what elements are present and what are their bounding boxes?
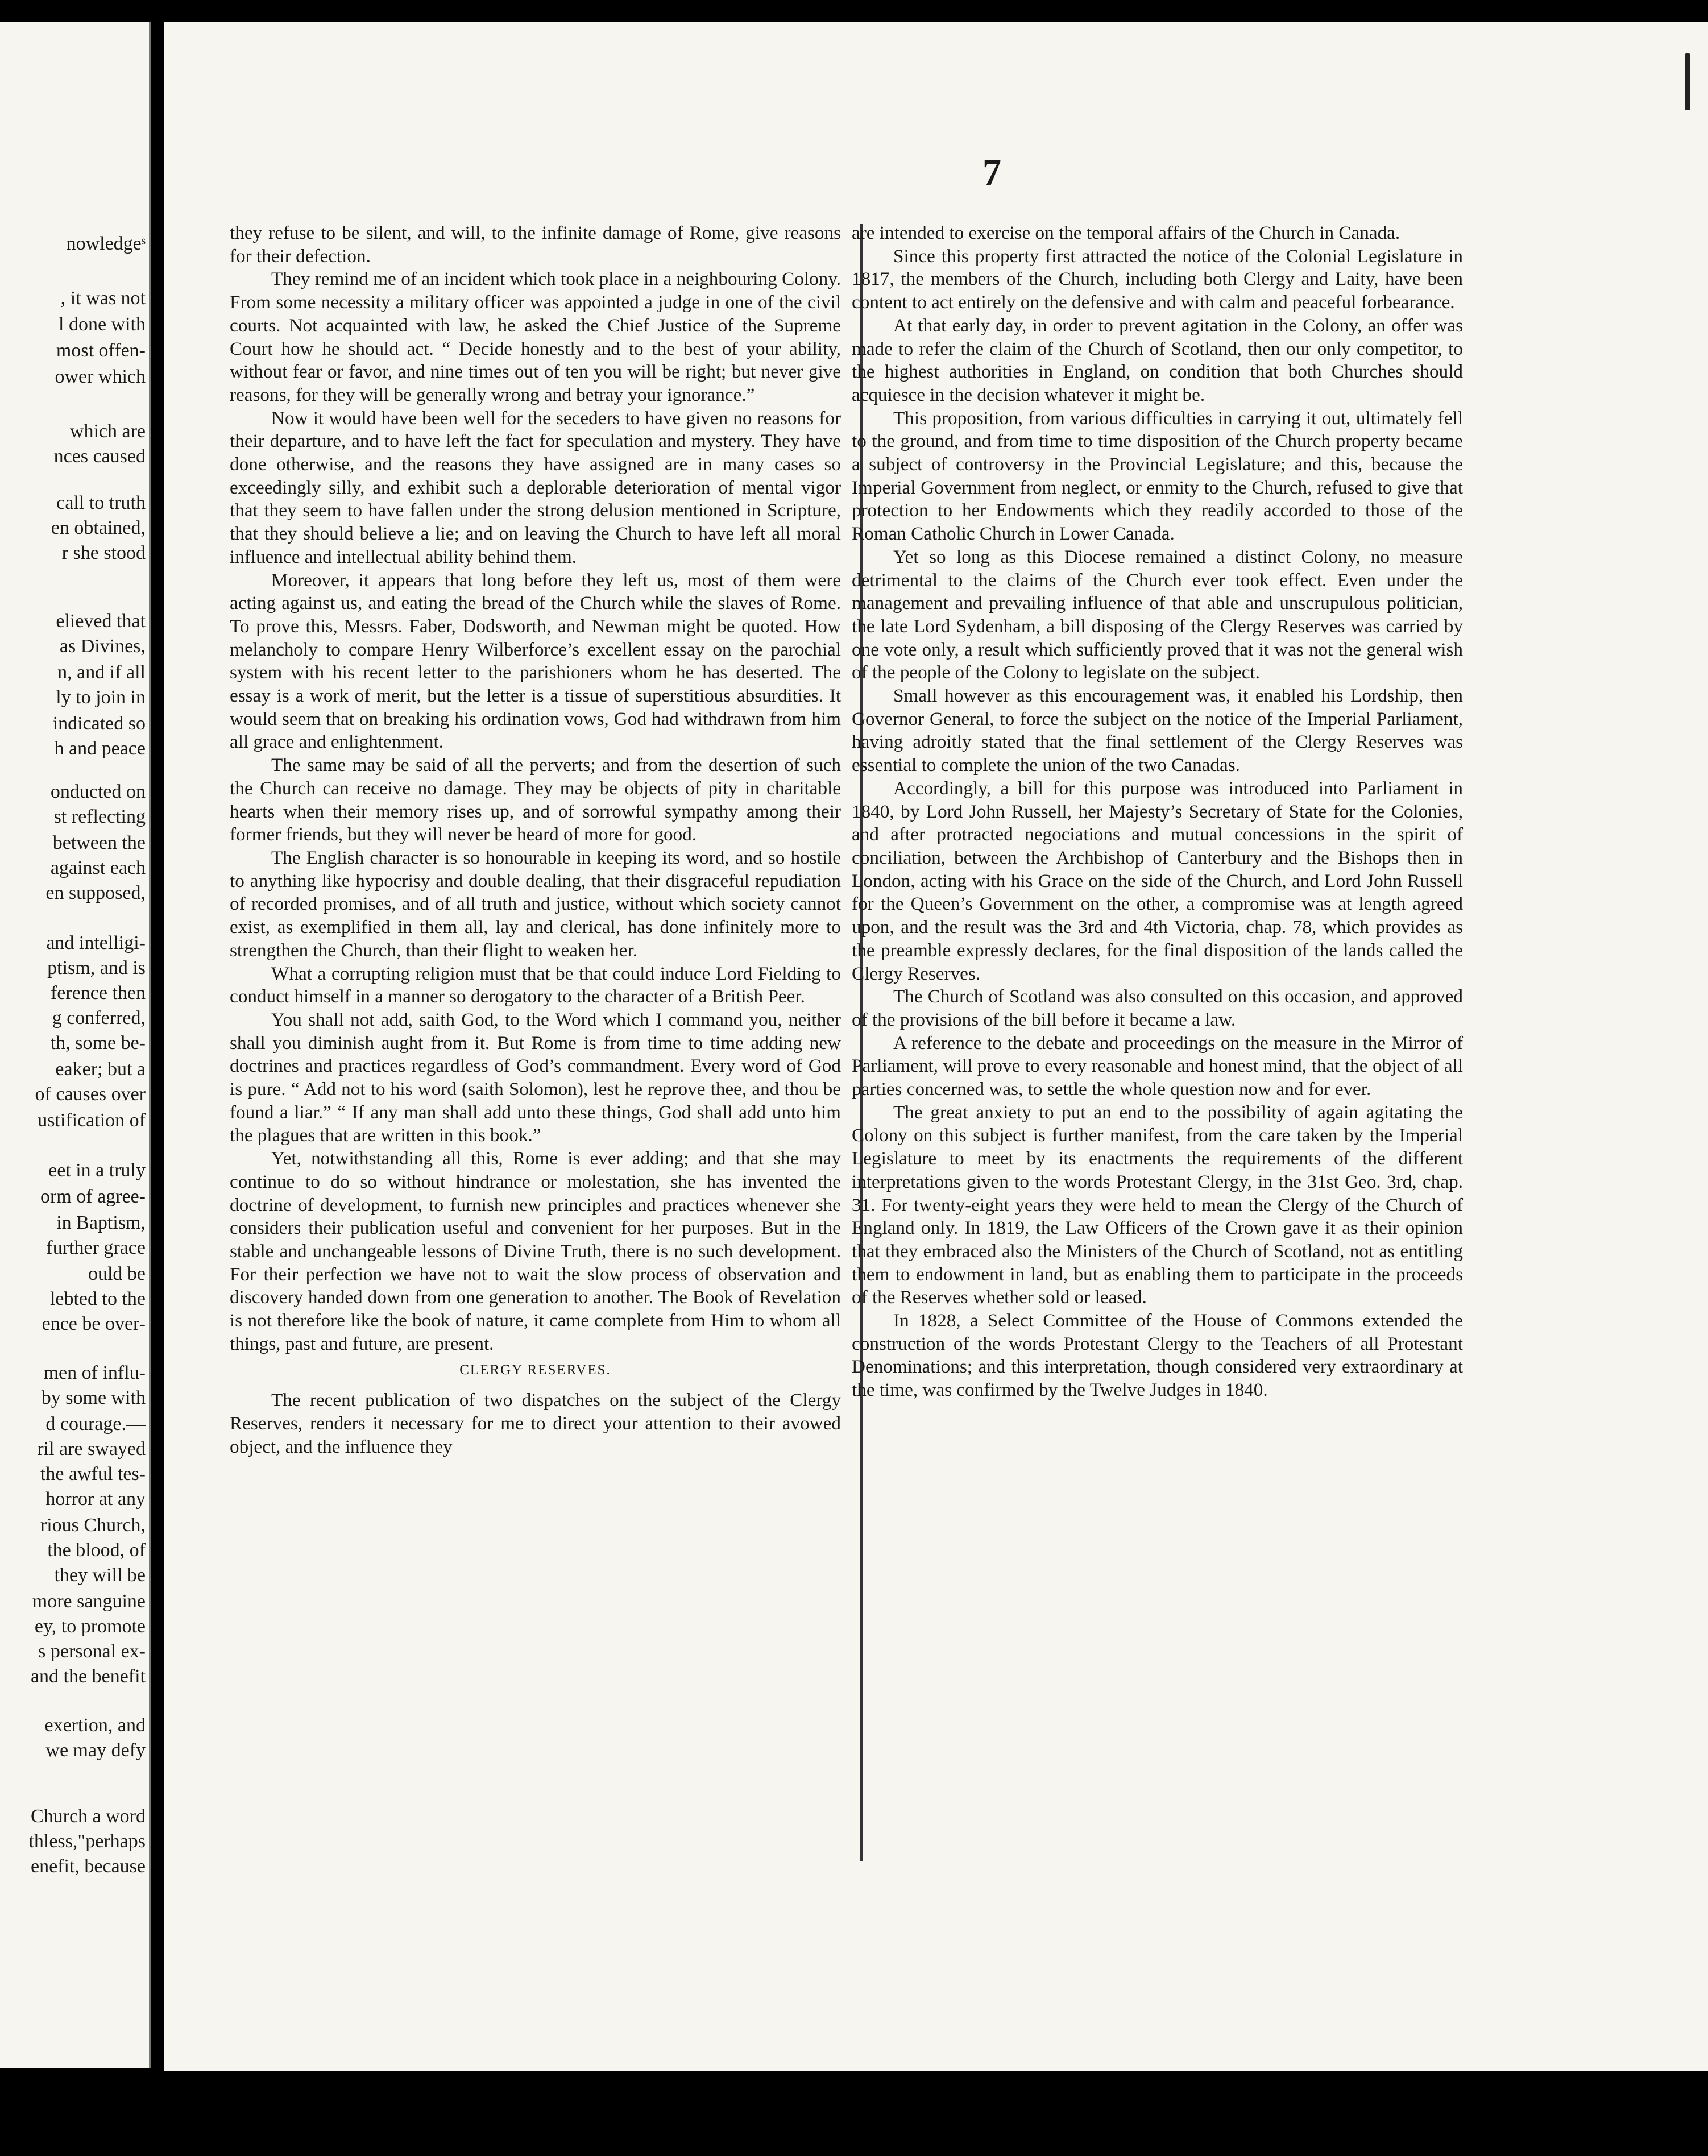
fragment-line: d courage.— [45, 1413, 146, 1434]
fragment-line: orm of agree- [40, 1186, 146, 1207]
paragraph: Yet so long as this Diocese remained a distinct Colony, no measure detrimental to the claims of the Church ever took effect. Even under the management and prevailing influence of that able and unscrupulous politician, the late Lord Sydenham, a bill disposing of the Clergy Reserves was carried by one vote only, a result which sufficiently proved that it was not the general wish of the people of the Colony to legislate on the subject. [852, 546, 1463, 683]
paragraph: they refuse to be silent, and will, to the infinite damage of Rome, give reasons for their defection. [230, 222, 841, 267]
fragment-line: most offen- [56, 340, 146, 361]
paragraph: The same may be said of all the perverts; and from the desertion of such the Church can receive no damage. They may be objects of pity in charitable hearts when their memory rises up, and of sorrowful sympathy among their former friends, but they will never be heard of more for good. [230, 754, 841, 845]
margin-mark [1685, 53, 1690, 110]
fragment-line: the blood, of [47, 1540, 146, 1561]
fragment-line: en supposed, [45, 882, 146, 903]
fragment-line: we may defy [45, 1740, 146, 1761]
paragraph: Since this property first attracted the notice of the Colonial Legislature in 1817, the members of the Church, including both Clergy and Laity, have been content to act entirely on the defensive and with calm and peaceful forbearance. [852, 245, 1463, 313]
fragment-line: ustification of [38, 1110, 146, 1131]
fragment-line: s personal ex- [38, 1641, 146, 1662]
fragment-line: h and peace [54, 738, 146, 759]
fragment-line: nces caused [53, 446, 146, 467]
page-number: 7 [982, 152, 1001, 193]
fragment-line: ence be over- [42, 1313, 146, 1334]
paragraph: Accordingly, a bill for this purpose was introduced into Parliament in 1840, by Lord John Russell, her Majesty’s Secretary of State for the Colonies, and after protracted negociations and mutual concessions in the spirit of conciliation, between the Archbishop of Canterbury and the Bishops then in London, acting with his Grace on the side of the Church, and Lord John Russell for the Queen’s Government on the other, a compromise was at length agreed upon, and the result was the 3rd and 4th Victoria, chap. 78, which provides as the preamble expressly declares, for the final disposition of the lands called the Clergy Reserves. [852, 777, 1463, 984]
paragraph: The Church of Scotland was also consulted on this occasion, and approved of the provisions of the bill before it became a law. [852, 986, 1463, 1030]
paragraph: At that early day, in order to prevent agitation in the Colony, an offer was made to refer the claim of the Church of Scotland, then our only competitor, to the highest authorities in England, on condition that both Churches should acquiesce in the decision whatever it might be. [852, 314, 1463, 405]
paragraph: are intended to exercise on the temporal affairs of the Church in Canada. [852, 222, 1400, 243]
fragment-line: men of influ- [43, 1362, 146, 1383]
fragment-line: more sanguine [32, 1591, 146, 1612]
paragraph: Now it would have been well for the seceders to have given no reasons for their departure, and to have left the fact for speculation and mystery. They have done otherwise, and the reasons they have assigned are in many cases so exceedingly silly, and exhibit such a deplorable deterioration of mental vigor that they seem to have fallen under the strong delusion mentioned in Scripture, that they should believe a lie; and on leaving the Church to have left all moral influence and intellectual ability behind them. [230, 407, 841, 567]
fragment-line: ly to join in [56, 687, 146, 708]
fragment-line: ference then [50, 982, 146, 1004]
fragment-line: and the benefit [30, 1666, 146, 1687]
fragment-line: and intelligi- [46, 932, 146, 953]
fragment-line: exertion, and [44, 1715, 146, 1736]
fragment-line: between the [52, 832, 146, 853]
fragment-line: as Divines, [59, 636, 146, 657]
fragment-line: indicated so [52, 713, 146, 734]
paragraph: This proposition, from various difficulties in carrying it out, ultimately fell to the ground, and from time to time disposition of the Church property became a subject of controversy in the Provincial Legislature; and this, because the Imperial Government from neglect, or enmity to the Church, refused to give that protection to her Endowments which they readily accorded to those of the Roman Catholic Church in Lower Canada. [852, 407, 1463, 545]
fragment-line: against each [50, 857, 146, 878]
fragment-line: lebted to the [49, 1288, 146, 1309]
fragment-line: n, and if all [57, 662, 146, 683]
paragraph: The recent publication of two dispatches on the subject of the Clergy Reserves, renders it necessary for me to direct your attention to their avowed object, and the influence they [230, 1390, 841, 1457]
paragraph: In 1828, a Select Committee of the House of Commons extended the construction of the words Protestant Clergy to the Teachers of all Protestant Denominations; and this interpretation, though considered very extraordinary at the time, was confirmed by the Twelve Judges in 1840. [852, 1310, 1463, 1401]
fragment-line: which are [69, 421, 146, 442]
paragraph: You shall not add, saith God, to the Word which I command you, neither shall you diminish aught from it. But Rome is from time to time adding new doctrines and practices regardless of God’s commandment. Every word of God is pure. “ Add not to his word (saith Solomon), lest he reprove thee, and thou be found a liar.” “ If any man shall add unto these things, God shall add unto him the plagues that are written in this book.” [230, 1009, 841, 1146]
paragraph: The great anxiety to put an end to the possibility of again agitating the Colony on this subject is further manifest, from the care taken by the Imperial Legislature to meet by its enactments the requirements of the different interpretations given to the words Protestant Clergy, in the 31st Geo. 3rd, chap. 31. For twenty-eight years they were held to mean the Clergy of the Church of England only. In 1819, the Law Officers of the Crown gave it as their opinion that they embraced also the Ministers of the Church of Scotland, not as entitling them to endowment in land, but as enabling them to participate in the proceeds of the Reserves whether sold or leased. [852, 1101, 1463, 1308]
fragment-line: onducted on [50, 781, 146, 802]
paragraph: They remind me of an incident which took place in a neighbouring Colony. From some necessity a military officer was appointed a judge in one of the civil courts. Not acquainted with law, he asked the Chief Justice of the Supreme Court how he should act. “ Decide honestly and to the best of your ability, without fear or favor, and nine times out of ten you will be right; but never give reasons, for they will be generally wrong and betray your ignorance.” [230, 268, 841, 405]
fragment-line: eet in a truly [48, 1160, 146, 1181]
fragment-line: by some with [41, 1387, 146, 1408]
fragment-line: g conferred, [52, 1007, 146, 1029]
fragment-line: ptism, and is [47, 957, 146, 979]
fragment-line: they will be [54, 1565, 146, 1586]
fragment-line: eaker; but a [55, 1059, 146, 1080]
fragment-line: , it was not [60, 288, 146, 309]
fragment-line: ey, to promote [34, 1616, 146, 1637]
fragment-line: elieved that [56, 611, 146, 632]
paragraph: Yet, notwithstanding all this, Rome is ever adding; and that she may continue to do so without hindrance or molestation, she has invented the doctrine of development, to furnish new principles and practices whenever she considers their publication useful and convenient for her purposes. But in the stable and unchangeable lessons of Divine Truth, there is no such development. For their perfection we have not to wait the slow process of observation and discovery handed down from one generation to another. The Book of Revelation is not therefore like the book of nature, it came complete from Him to whom all things, past and future, are present. [230, 1148, 841, 1354]
fragment-line: ower which [55, 366, 146, 387]
fragment-line: enefit, because [31, 1856, 146, 1877]
fragment-line: horror at any [45, 1489, 146, 1510]
fragment-line: ril are swayed [37, 1438, 146, 1460]
fragment-line: st reflecting [53, 806, 146, 827]
fragment-line: call to truth [56, 492, 146, 513]
section-heading: CLERGY RESERVES. [459, 1362, 611, 1378]
left-column [230, 222, 841, 1458]
fragment-line: rious Church, [40, 1515, 146, 1536]
fragment-line: the awful tes- [40, 1463, 146, 1485]
paragraph: The English character is so honourable in keeping its word, and so hostile to anything like hypocrisy and double dealing, that their disgraceful repudiation of recorded promises, and of all truth and justice, without which society cannot exist, as exemplified in them all, lay and clerical, has done infinitely more to strengthen the Church, than their flight to weaken her. [230, 847, 841, 961]
fragment-line: en obtained, [51, 517, 146, 538]
right-column [852, 222, 1463, 1402]
paragraph: A reference to the debate and proceedings on the measure in the Mirror of Parliament, will prove to every reasonable and honest mind, that the object of all parties concerned was, to settle the whole question now and for ever. [852, 1032, 1463, 1100]
fragment-line: r she stood [61, 542, 146, 563]
fragment-line: ould be [88, 1263, 146, 1284]
facing-page-fragment [0, 22, 151, 2068]
fragment-line: th, some be- [50, 1033, 146, 1054]
fragment-line: thless,"perhaps [28, 1831, 146, 1852]
document-page [164, 22, 1708, 2071]
fragment-line: l done with [59, 314, 146, 335]
fragment-line: of causes over [35, 1084, 146, 1105]
fragment-line: in Baptism, [56, 1212, 146, 1233]
paragraph: What a corrupting religion must that be that could induce Lord Fielding to conduct himself in a manner so derogatory to the character of a British Peer. [230, 963, 841, 1007]
fragment-line: further grace [46, 1237, 146, 1258]
fragment-line: nowledgeˢ [66, 233, 146, 254]
paragraph: Moreover, it appears that long before they left us, most of them were acting against us, and eating the bread of the Church while the slaves of Rome. To prove this, Messrs. Faber, Dodsworth, and Newman might be quoted. How melancholy to compare Henry Wilberforce’s excellent essay on the parochial system with his recent letter to the parishioners whom he has deserted. The essay is a work of merit, but the letter is a tissue of superstitious absurdities. It would seem that on breaking his ordination vows, God had withdrawn from him all grace and enlightenment. [230, 569, 841, 753]
paragraph: Small however as this encouragement was, it enabled his Lordship, then Governor General, to force the subject on the notice of the Imperial Parliament, having adroitly stated that the final settlement of the Clergy Reserves was essential to complete the union of the two Canadas. [852, 685, 1463, 776]
fragment-line: Church a word [30, 1806, 146, 1827]
